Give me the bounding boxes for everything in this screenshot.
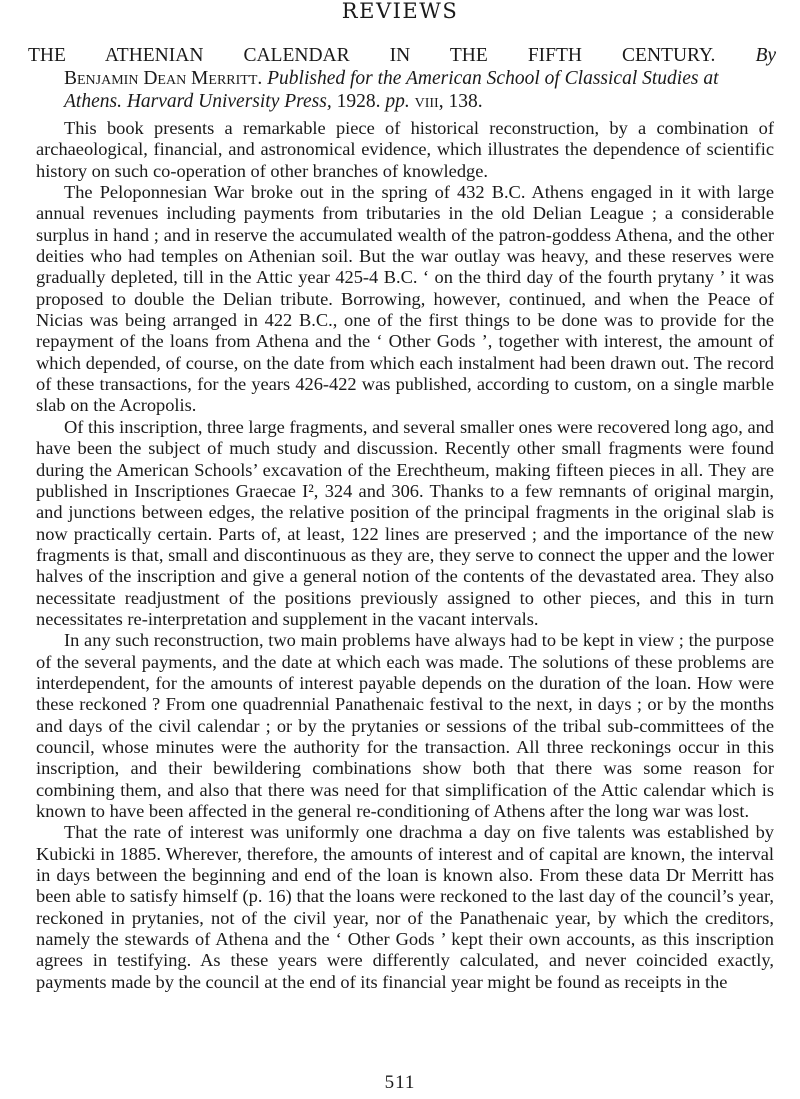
pp-label: pp. [385, 91, 410, 112]
pub-year: 1928. [336, 91, 381, 112]
page-number: 511 [384, 1072, 416, 1093]
review-citation [28, 44, 776, 113]
citation-line-1 [28, 44, 776, 67]
publication-info: Published for the American School of Classical Studies at Athens. Harvard University Press, [64, 68, 719, 112]
by-label: By [755, 45, 777, 66]
citation-line-2 [28, 67, 776, 113]
paragraph-1: This book presents a remarkable piece of historical reconstruction, by a combination of archaeological, financial, and astronomical evidence, which illustrates the dependence of scientific history on such co-operation of other branches of knowledge. [36, 118, 774, 181]
page-count: viii, 138. [414, 91, 483, 112]
book-title: THE ATHENIAN CALENDAR IN THE FIFTH CENTURY. [28, 45, 716, 66]
running-header: REVIEWS [341, 0, 459, 23]
review-body [36, 118, 774, 993]
paragraph-3: Of this inscription, three large fragments, and several smaller ones were recovered long ago, and have been the subject of much study and discussion. Recently other small fragments were found during the American Schools’ excavation of the Erechtheum, making fifteen pieces in all. They are published in Inscriptiones Graecae I², 324 and 306. Thanks to a few remnants of original margin, and junctions between edges, the relative position of the principal fragments in the original slab is now practically certain. Parts of, at least, 122 lines are preserved ; and the importance of the new fragments is that, small and discontinuous as they are, they serve to connect the upper and the lower halves of the inscription and give a general notion of the contents of the devastated area. They also necessitate readjustment of the positions previously assigned to other pieces, and this in turn necessitates re-interpretation and supplement in the vacant intervals. [36, 416, 774, 629]
paragraph-2: The Peloponnesian War broke out in the spring of 432 B.C. Athens engaged in it with large annual revenues including payments from tributaries in the old Delian League ; a considerable surplus in hand ; and in reserve the accumulated wealth of the patron-goddess Athena, and the other deities who had temples on Athenian soil. But the war outlay was heavy, and these reserves were gradually depleted, till in the Attic year 425-4 B.C. ‘ on the third day of the fourth prytany ’ it was proposed to double the Delian tribute. Borrowing, however, continued, and when the Peace of Nicias was being arranged in 422 B.C., one of the first things to be done was to provide for the repayment of the loans from Athena and the ‘ Other Gods ’, together with interest, the amount of which depended, of course, on the date from which each instalment had been drawn out. The record of these transactions, for the years 426-422 was published, according to custom, on a single marble slab on the Acropolis. [36, 182, 774, 416]
paragraph-5: That the rate of interest was uniformly one drachma a day on five talents was established by Kubicki in 1885. Wherever, therefore, the amounts of interest and of capital are known, the interval in days between the beginning and end of the loan is known also. From these data Dr Merritt has been able to satisfy himself (p. 16) that the loans were reckoned to the last day of the council’s year, reckoned in prytanies, not of the civil year, nor of the Panathenaic year, by which the creditors, namely the stewards of Athena and the ‘ Other Gods ’ kept their own accounts, as this inscription agrees in testifying. As these years were differently calculated, and never coincided exactly, payments made by the council at the end of its financial year might be found as receipts in the [36, 822, 774, 992]
paragraph-4: In any such reconstruction, two main problems have always had to be kept in view ; the purpose of the several payments, and the date at which each was made. The solutions of these problems are interdependent, for the amounts of interest payable depends on the duration of the loan. How were these reckoned ? From one quadrennial Panathenaic festival to the next, in days ; or by the months and days of the civil calendar ; or by the prytanies or sessions of the tribal sub-committees of the council, whose minutes were the authority for the transaction. All three reckonings occur in this inscription, and their bewildering combinations show both that there was some reason for combining them, and also that there was need for that simplification of the Attic calendar which is known to have been affected in the general re-conditioning of Athens after the long war was lost. [36, 630, 774, 821]
author-name: Benjamin Dean Merritt. [64, 68, 263, 89]
